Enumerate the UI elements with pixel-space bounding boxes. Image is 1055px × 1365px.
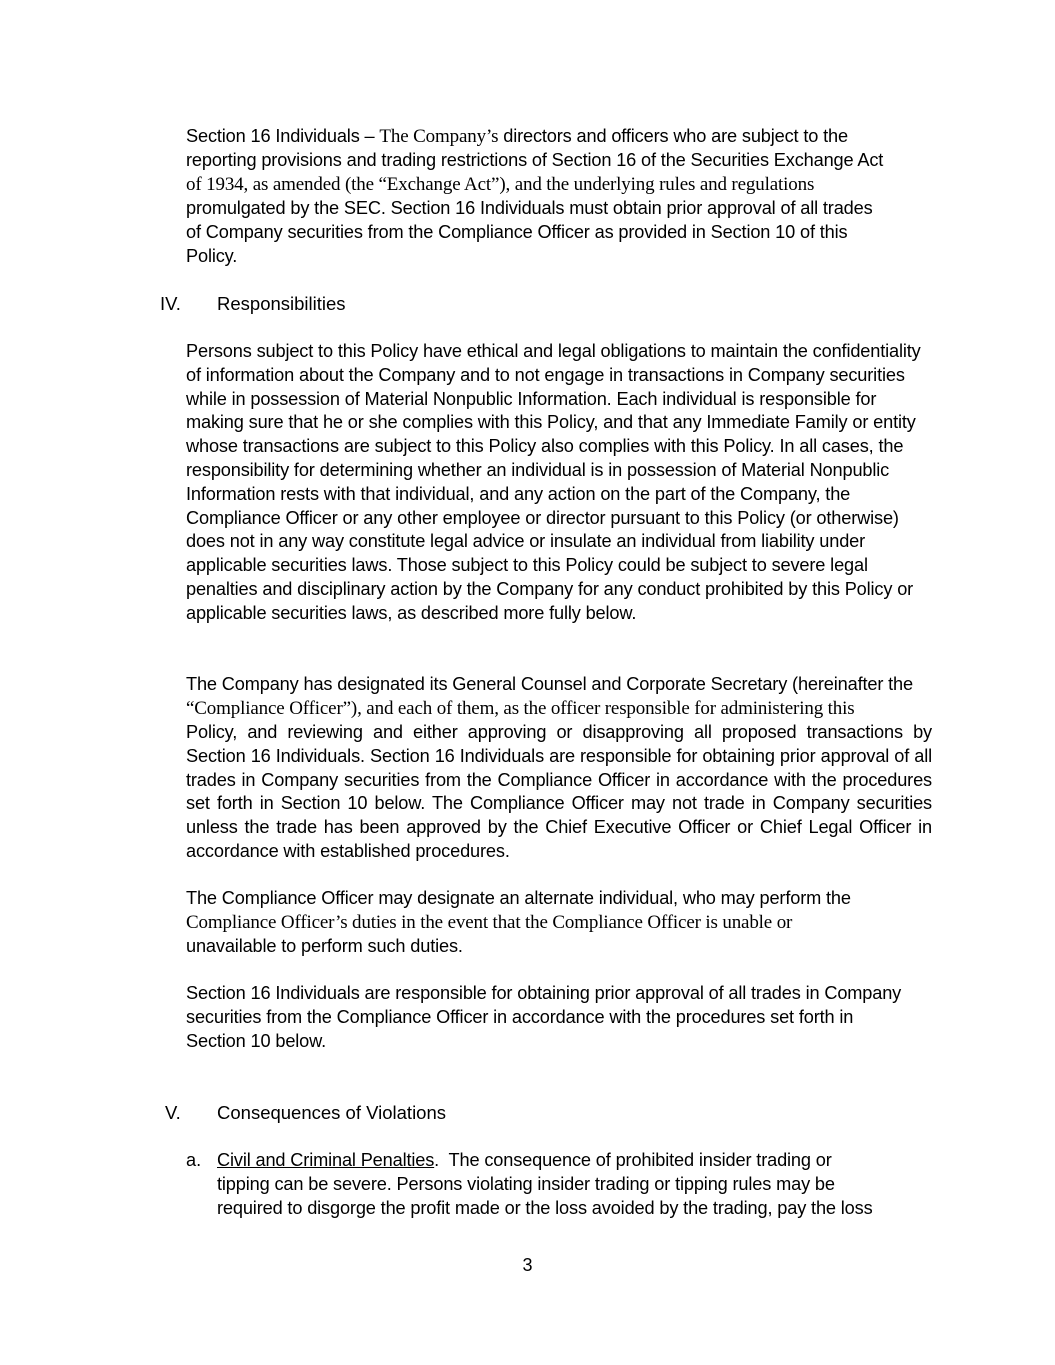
definition-dash: –: [359, 126, 380, 146]
responsibilities-paragraph-1: Persons subject to this Policy have ethical and legal obligations to maintain the confidentiality of information about the Company and to not engage in transactions in Company securities while in possession of Material Nonpublic Information. Each individual is responsible for making sure that he or she complies with this Policy, and that any Immediate Family or entity whose transactions are subject to this Policy also complies with this Policy. In all cases, the responsibility for determining whether an individual is in possession of Material Nonpublic Information rests with that individual, and any action on the part of the Company, the Compliance Officer or any other employee or director pursuant to this Policy (or otherwise) does not in any way constitute legal advice or insulate an individual from liability under applicable securities laws. Those subject to this Policy could be subject to severe legal penalties and disciplinary action by the Company for any conduct prohibited by this Policy or applicable securities laws, as described more fully below.: [186, 341, 921, 623]
definition-line-5: of Company securities from the Compliance Officer as provided in Section 10 of this: [186, 222, 848, 242]
paragraph-3-line-1: The Compliance Officer may designate an alternate individual, who may perform the: [186, 888, 851, 908]
definition-line-4: promulgated by the SEC. Section 16 Individuals must obtain prior approval of all trades: [186, 198, 873, 218]
item-a-line-3: required to disgorge the profit made or the loss avoided by the trading, pay the loss: [217, 1198, 873, 1218]
page-number: 3: [522, 1255, 533, 1275]
definition-company-possessive: The Company’s: [379, 126, 499, 147]
responsibilities-paragraph-4: Section 16 Individuals are responsible for obtaining prior approval of all trades in Company securities from the Compliance Officer in accordance with the procedures set forth in Section 10 below.: [186, 983, 902, 1051]
item-a-line-2: tipping can be severe. Persons violating insider trading or tipping rules may be: [217, 1174, 835, 1194]
paragraph-3-line-2: Compliance Officer’s duties in the event that the Compliance Officer is unable or: [186, 912, 793, 933]
definition-line-3: of 1934, as amended (the “Exchange Act”), and the underlying rules and regulations: [186, 174, 815, 195]
definition-term: Section 16 Individuals: [186, 126, 360, 146]
item-a-heading-period: .: [434, 1150, 440, 1170]
section-v-number: V.: [165, 1102, 181, 1123]
paragraph-2-line-2: “Compliance Officer”), and each of them, as the officer responsible for administering this: [186, 698, 855, 719]
paragraph-2-line-1: The Company has designated its General Counsel and Corporate Secretary (hereinafter the: [186, 674, 913, 694]
list-item-marker: a.: [186, 1150, 202, 1170]
item-a-line-1: [217, 1149, 937, 1173]
section-iv-title: Responsibilities: [217, 293, 346, 314]
definition-line-1-rest: directors and officers who are subject to the: [498, 126, 848, 146]
definition-line-1: [186, 125, 946, 149]
definition-line-6: Policy.: [186, 246, 238, 266]
paragraph-2-body: Policy, and reviewing and either approving or disapproving all proposed transactions by Section 16 Individuals. Section 16 Individuals are responsible for obtaining prior approval of all trades in Company securities from the Compliance Officer in accordance with the procedures set forth in Section 10 below. The Compliance Officer may not trade in Company securities unless the trade has been approved by the Chief Executive Officer or Chief Legal Officer in accordance with established procedures.: [186, 722, 932, 861]
item-a-heading: Civil and Criminal Penalties: [217, 1150, 435, 1170]
definition-line-2: reporting provisions and trading restrictions of Section 16 of the Securities Exchange Act: [186, 150, 884, 170]
section-v-title: Consequences of Violations: [217, 1102, 447, 1123]
item-a-line-1-rest: The consequence of prohibited insider trading or: [439, 1150, 832, 1170]
section-iv-number: IV.: [160, 293, 181, 314]
paragraph-3-line-3: unavailable to perform such duties.: [186, 936, 463, 956]
